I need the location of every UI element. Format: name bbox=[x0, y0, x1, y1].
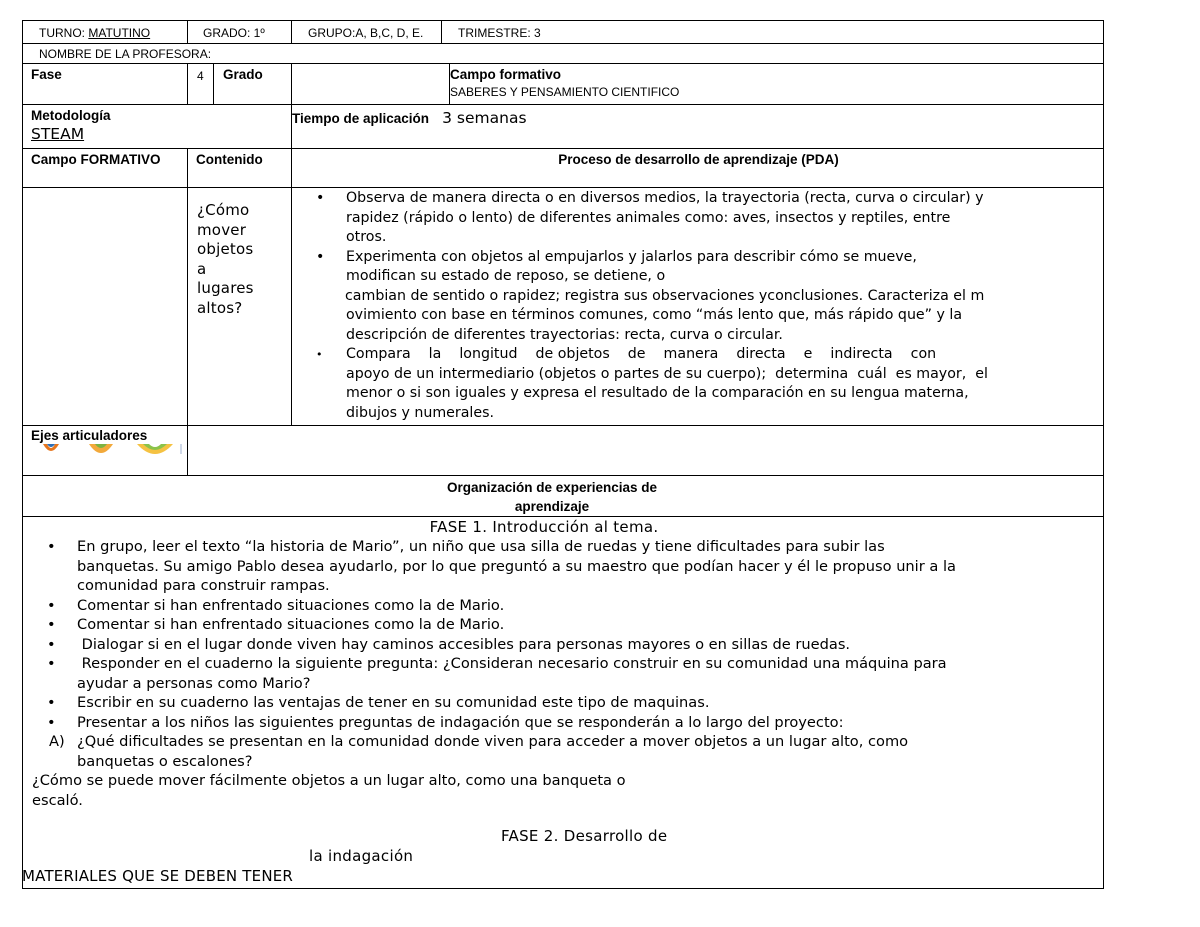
bullet-icon: • bbox=[316, 348, 323, 361]
fase1-line: comunidad para construir rampas. bbox=[77, 577, 330, 594]
pda-line: Observa de manera directa o en diversos medios, la trayectoria (recta, curva o circular) y bbox=[346, 190, 984, 206]
pda-item bbox=[292, 189, 1105, 248]
fase1-line: Dialogar si en el lugar donde viven hay caminos accesibles para personas mayores o en sillas de ruedas. bbox=[77, 635, 851, 653]
fase1-line: Responder en el cuaderno la siguiente pregunta: ¿Consideran necesario construir en su comunidad una máquina para bbox=[77, 655, 947, 672]
profesora-label: NOMBRE DE LA PROFESORA: bbox=[39, 47, 212, 61]
fase1-line: Comentar si han enfrentado situaciones como la de Mario. bbox=[77, 596, 505, 614]
fase1-item-a bbox=[23, 732, 1103, 771]
grado-label: Grado bbox=[223, 67, 263, 82]
content-row bbox=[22, 188, 1104, 426]
turno-label: TURNO: bbox=[39, 26, 85, 40]
fase1-item bbox=[23, 635, 1103, 655]
grado-value-cell bbox=[291, 64, 441, 104]
fase1-item bbox=[23, 596, 1103, 616]
pda-line: otros. bbox=[346, 229, 387, 245]
fase1-line: Presentar a los niños las siguientes preguntas de indagación que se responderán a lo largo del proyecto: bbox=[77, 713, 844, 731]
fase1-item bbox=[23, 693, 1103, 713]
fase-value-cell bbox=[187, 64, 213, 104]
grado-cell bbox=[187, 21, 291, 43]
fase-row bbox=[22, 64, 1104, 105]
contenido-cell bbox=[187, 188, 291, 425]
campo-label: Campo formativo bbox=[450, 67, 562, 82]
grupo-cell bbox=[291, 21, 441, 43]
contenido-line: objetos bbox=[197, 240, 254, 258]
pda-line: cambian de sentido o rapidez; registra sus observaciones yconclusiones. Caracteriza el m bbox=[345, 287, 985, 304]
pda-line: descripción de diferentes trayectorias: recta, curva o circular. bbox=[346, 326, 783, 343]
bullet-icon: • bbox=[47, 538, 56, 555]
pda-line: dibujos y numerales. bbox=[346, 404, 495, 421]
tiempo-label: Tiempo de aplicación bbox=[292, 111, 430, 126]
profesora-cell bbox=[23, 44, 211, 63]
ejes-cell bbox=[23, 426, 187, 475]
pda-item bbox=[292, 345, 1105, 423]
ejes-row bbox=[22, 426, 1104, 476]
metodologia-row bbox=[22, 105, 1104, 149]
tiempo-value: 3 semanas bbox=[442, 109, 527, 127]
fase1-item bbox=[23, 713, 1103, 733]
fase1-line: ayudar a personas como Mario? bbox=[77, 674, 311, 692]
bullet-icon: • bbox=[47, 635, 56, 653]
metodologia-label: Metodología bbox=[31, 108, 111, 123]
grado-label-cell bbox=[213, 64, 291, 104]
materiales-title: MATERIALES QUE SE DEBEN TENER bbox=[22, 867, 294, 885]
contenido-line: lugares bbox=[197, 279, 254, 297]
fase-section bbox=[22, 517, 1104, 889]
col-campo-header bbox=[23, 149, 187, 187]
fase1-line: Escribir en su cuaderno las ventajas de tener en su comunidad este tipo de maquinas. bbox=[77, 694, 710, 711]
pda-line: menor o si son iguales y expresa el resultado de la comparación en su lengua materna, bbox=[346, 385, 969, 401]
ejes-icon-1 bbox=[43, 444, 59, 451]
bullet-icon: • bbox=[47, 713, 56, 731]
organizacion-row bbox=[22, 476, 1104, 517]
bullet-icon: • bbox=[47, 616, 56, 633]
table-header-row bbox=[22, 149, 1104, 188]
tiempo-cell bbox=[291, 105, 1105, 148]
trimestre-text: TRIMESTRE: 3 bbox=[458, 26, 541, 40]
bullet-icon: • bbox=[47, 655, 56, 672]
grado-text: GRADO: 1º bbox=[203, 26, 265, 40]
turno-value: MATUTINO bbox=[88, 26, 151, 40]
pda-line: ovimiento con base en términos comunes, como “más lento que, más rápido que” y la bbox=[346, 307, 963, 323]
contenido-line: a bbox=[197, 259, 207, 278]
pda-cell bbox=[291, 188, 1105, 425]
contenido-line: mover bbox=[197, 220, 247, 239]
ejes-icon-3 bbox=[137, 444, 173, 454]
fase1-line: ¿Qué dificultades se presentan en la comunidad donde viven para acceder a mover objetos a un lugar alto, como bbox=[77, 733, 909, 750]
item-a-marker: A) bbox=[49, 733, 65, 750]
fase-label: Fase bbox=[31, 67, 62, 82]
metodologia-cell bbox=[23, 105, 291, 148]
campo-value: SABERES Y PENSAMIENTO CIENTIFICO bbox=[450, 85, 680, 99]
col-contenido-header bbox=[187, 149, 291, 187]
fase1-item bbox=[23, 615, 1103, 635]
fase1-line: banquetas o escalones? bbox=[77, 752, 253, 770]
fase1-item bbox=[23, 537, 1103, 596]
pda-item bbox=[292, 248, 1105, 346]
fase1-line: Comentar si han enfrentado situaciones como la de Mario. bbox=[77, 616, 505, 633]
fase2-title-1: FASE 2. Desarrollo de bbox=[501, 827, 668, 845]
pda-line: modifican su estado de reposo, se detiene, o bbox=[346, 268, 666, 284]
campo-formativo-cell bbox=[23, 188, 187, 425]
metodologia-value: STEAM bbox=[31, 125, 85, 143]
fase1-title: FASE 1. Introducción al tema. bbox=[429, 518, 659, 536]
trimestre-cell bbox=[441, 21, 641, 43]
grupo-text: GRUPO:A, B,C, D, E. bbox=[308, 26, 424, 40]
ejes-icon-2 bbox=[89, 444, 113, 453]
contenido-line: ¿Cómo bbox=[197, 201, 250, 219]
fase1-line: banquetas. Su amigo Pablo desea ayudarlo, por lo que preguntó a su maestro que podían hacer y él le propuso unir a la bbox=[77, 557, 956, 575]
pda-line: rapidez (rápido o lento) de diferentes animales como: aves, insectos y reptiles, entre bbox=[346, 209, 951, 226]
fase-label-cell bbox=[23, 64, 187, 104]
bullet-icon: • bbox=[316, 190, 325, 206]
col-campo-label: Campo FORMATIVO bbox=[31, 152, 161, 167]
col-pda-label: Proceso de desarrollo de aprendizaje (PDA) bbox=[558, 152, 839, 167]
bullet-icon: • bbox=[47, 694, 56, 711]
turno-cell bbox=[23, 21, 187, 43]
col-contenido-label: Contenido bbox=[196, 152, 263, 167]
planning-document bbox=[22, 20, 1104, 889]
fase-value: 4 bbox=[197, 69, 204, 83]
ejes-label: Ejes articuladores bbox=[31, 428, 148, 443]
pda-line: Experimenta con objetos al empujarlos y jalarlos para describir cómo se mueve, bbox=[346, 248, 917, 265]
pda-list bbox=[292, 189, 1105, 423]
organizacion-line: Organización de experiencias de bbox=[446, 480, 658, 495]
profesora-row bbox=[22, 44, 1104, 64]
ejes-icons bbox=[37, 444, 187, 466]
bullet-icon: • bbox=[47, 596, 56, 614]
pda-line: Compara la longitud de objetos de manera directa e indirecta con bbox=[346, 346, 937, 362]
col-pda-header bbox=[291, 149, 1105, 187]
organizacion-title bbox=[23, 476, 1103, 516]
header-row bbox=[22, 20, 1104, 44]
campo-cell bbox=[449, 64, 1105, 104]
fase1-item bbox=[23, 654, 1103, 693]
fase1-extra-line: escaló. bbox=[32, 791, 83, 809]
fase1-line: En grupo, leer el texto “la historia de Mario”, un niño que usa silla de ruedas y tiene dificultades para subir las bbox=[77, 538, 885, 555]
contenido-line: altos? bbox=[197, 298, 243, 317]
ejes-value-cell bbox=[187, 426, 1104, 475]
fase1-list bbox=[23, 537, 1103, 771]
fase1-extra bbox=[23, 771, 1103, 810]
pda-line: apoyo de un intermediario (objetos o partes de su cuerpo); determina cuál es mayor, el bbox=[346, 365, 988, 382]
bullet-icon: • bbox=[316, 248, 325, 265]
organizacion-line: aprendizaje bbox=[514, 499, 590, 514]
fase1-extra-line: ¿Cómo se puede mover fácilmente objetos a un lugar alto, como una banqueta o bbox=[32, 772, 626, 789]
fase2-title-2: la indagación bbox=[309, 847, 414, 865]
ejes-icon-4 bbox=[180, 444, 182, 454]
